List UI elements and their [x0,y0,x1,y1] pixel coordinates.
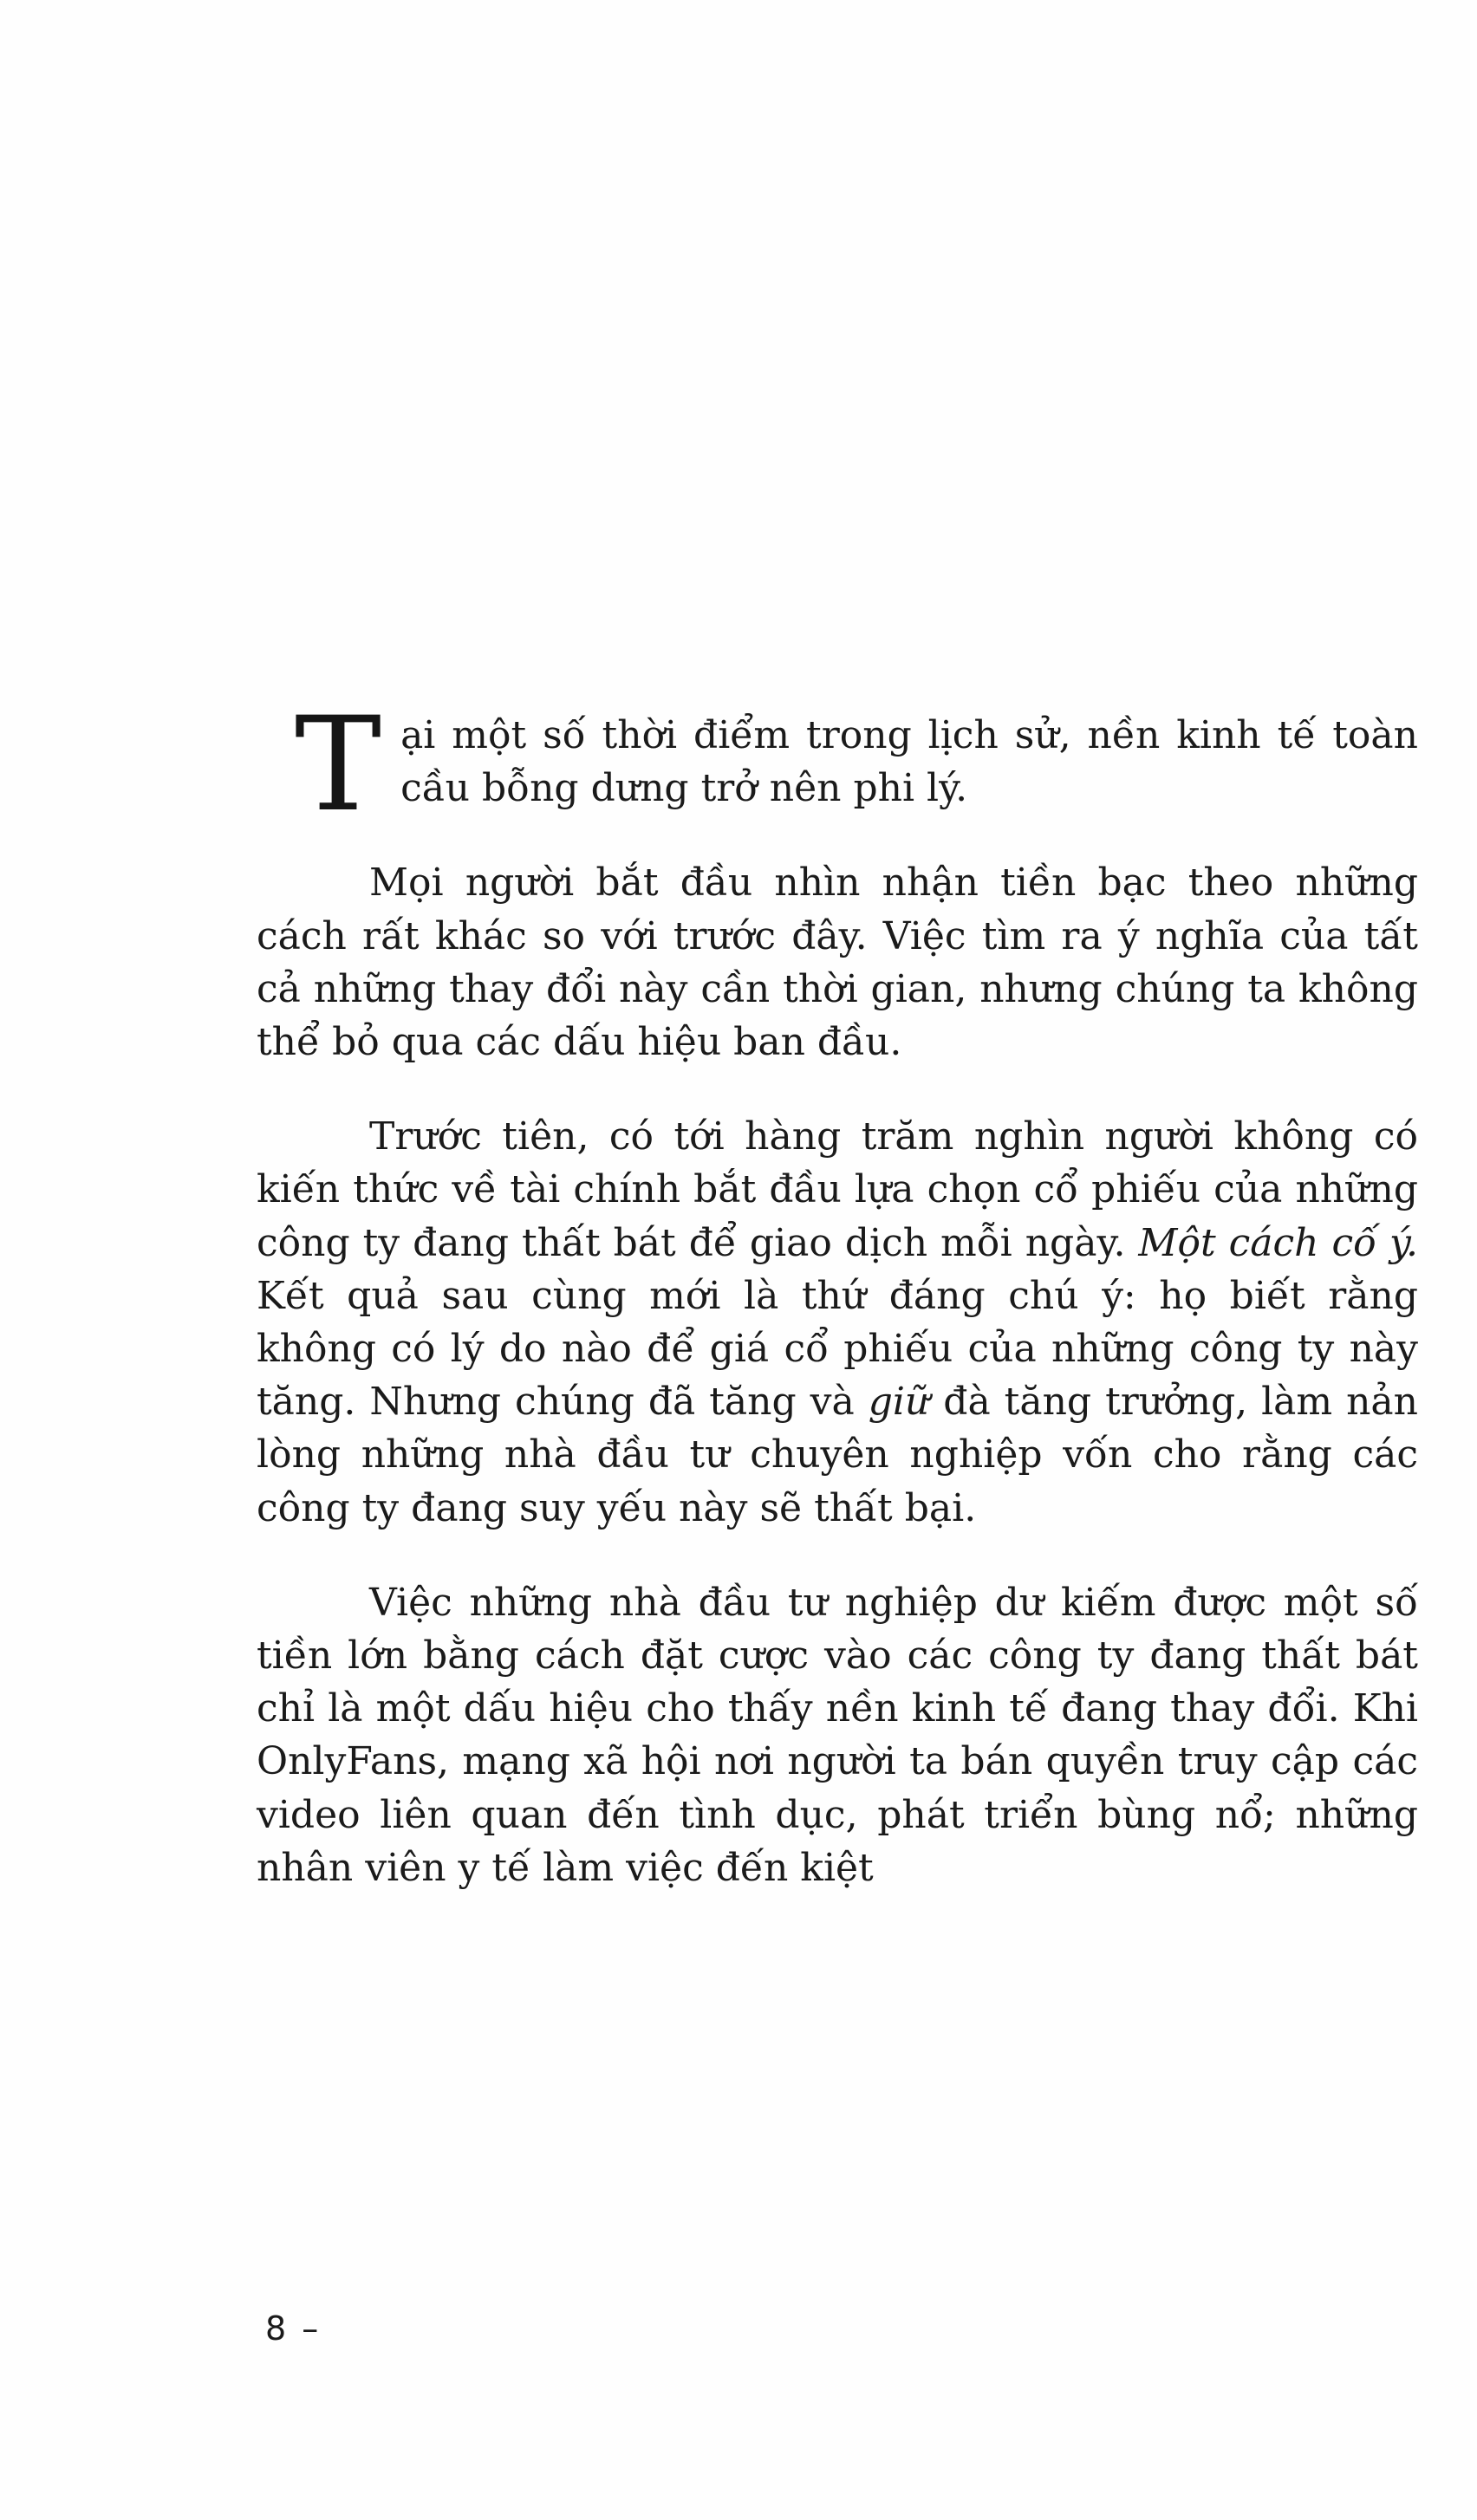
paragraph-4: Việc những nhà đầu tư nghiệp dư kiếm được một số tiền lớn bằng cách đặt cược vào các công ty đang thất bát chỉ là một dấu hiệu cho thấy nền kinh tế đang thay đổi. Khi OnlyFans, mạng xã hội nơi người ta bán quyền truy cập các video liên quan đến tình dục, phát triển bùng nổ; những nhân viên y tế làm việc đến kiệt [257,1580,1418,1890]
paragraph-3-part-3: đà tăng trưởng, làm nản lòng những nhà đầu tư chuyên nghiệp vốn cho rằng các công ty đang suy yếu này sẽ thất bại. [257,1380,1418,1530]
paragraph-3-part-1: Trước tiên, có tới hàng trăm nghìn người không có kiến thức về tài chính bắt đầu lựa chọn cổ phiếu của những công ty đang thất bát để giao dịch mỗi ngày. [257,1114,1418,1265]
paragraph-3 [257,1110,1418,1535]
page-number-dash: – [302,2309,321,2348]
paragraph-3-emphasis-1: Một cách cố ý. [1138,1220,1418,1265]
paragraph-3-part-2: Kết quả sau cùng mới là thứ đáng chú ý: họ biết rằng không có lý do nào để giá cổ phiếu của những công ty này tăng. Nhưng chúng đã tăng và [257,1273,1418,1425]
paragraph-2: Mọi người bắt đầu nhìn nhận tiền bạc theo những cách rất khác so với trước đây. Việc tìm ra ý nghĩa của tất cả những thay đổi này cần thời gian, nhưng chúng ta không thể bỏ qua các dấu hiệu ban đầu. [257,861,1418,1065]
opening-paragraph [257,690,1418,841]
body-text [257,690,1418,1936]
paragraph-3-emphasis-2: giữ [868,1380,930,1425]
page-number-footer [265,2309,320,2348]
opening-paragraph-text: ại một số thời điểm trong lịch sử, nền kinh tế toàn cầu bỗng dưng trở nên phi lý. [400,713,1418,811]
drop-cap: T [295,690,382,841]
page-number: 8 [265,2309,289,2348]
